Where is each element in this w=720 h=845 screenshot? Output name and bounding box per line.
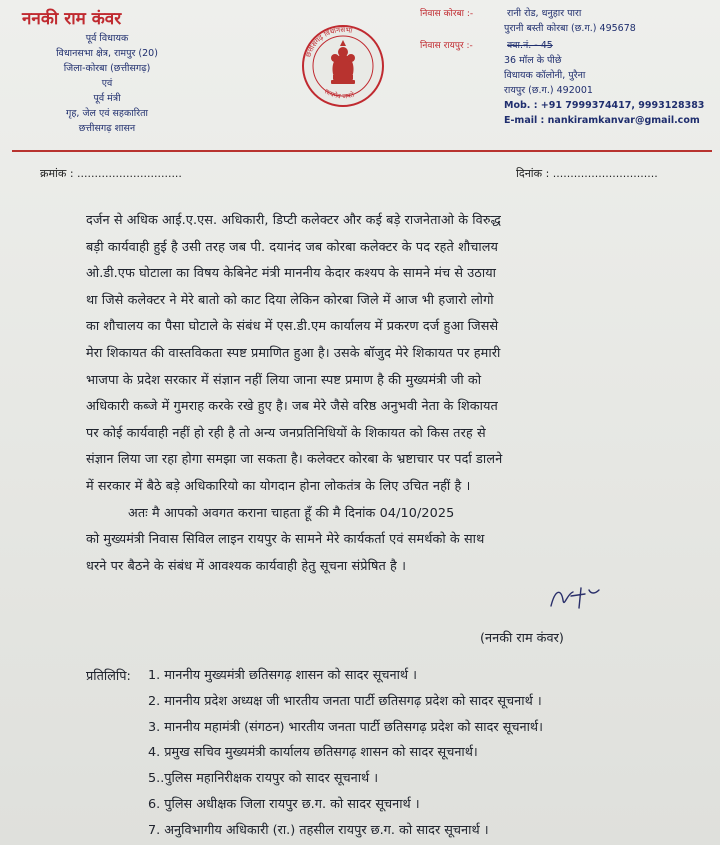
- signer-name: (ननकी राम कंवर): [480, 631, 564, 646]
- body-line: बड़ी कार्यवाही हुई है उसी तरह जब पी. दयानंद जब कोरबा कलेक्टर के पद रहते शौचालय: [86, 239, 499, 255]
- sender-title-2: विधानसभा क्षेत्र, रामपुर (20): [56, 48, 158, 59]
- kramank-dots: ..............................: [77, 167, 182, 180]
- raipur-address-row: [420, 38, 710, 53]
- korba-line-2: पुरानी बस्ती कोरबा (छ.ग.) 495678: [504, 23, 636, 34]
- body-line: धरने पर बैठने के संबंध में आवश्यक कार्यवाही हेतु सूचना संप्रेषित है ।: [86, 558, 407, 574]
- cc-item: 1. माननीय मुख्यमंत्री छतिसगढ़ शासन को सादर सूचनार्थ ।: [148, 668, 418, 683]
- sender-title-6: गृह, जेल एवं सहकारिता: [66, 108, 148, 119]
- emblem-text-bottom: सत्यमेव जयते: [322, 87, 356, 101]
- signature-icon: [545, 580, 605, 616]
- sender-title-7: छत्तीसगढ़ शासन: [78, 123, 136, 134]
- letterhead-left: [22, 6, 192, 136]
- body-line: अतः मै आपको अवगत कराना चाहता हूँ की मै दिनांक 04/10/2025: [128, 505, 455, 521]
- cc-item: 2. माननीय प्रदेश अध्यक्ष जी भारतीय जनता पार्टी छतिसगढ़ प्रदेश को सादर सूचनार्थ ।: [148, 693, 542, 709]
- sender-title-3: जिला-कोरबा (छत्तीसगढ़): [63, 63, 151, 74]
- sender-name: ननकी राम कंवर: [22, 9, 122, 29]
- body-line: पर कोई कार्यवाही नहीं हो रही है तो अन्य जनप्रतिनिधियों के शिकायत को किस तरह से: [86, 425, 486, 441]
- body-line: में सरकार में बैठे बड़े अधिकारियो का योगदान होना लोकतंत्र के लिए उचित नहीं है ।: [86, 478, 471, 494]
- korba-address-row: [420, 6, 710, 21]
- kramank-field: [40, 166, 182, 181]
- raipur-line-1: क्वा.नं. - 45: [507, 40, 553, 51]
- cc-item: 4. प्रमुख सचिव मुख्यमंत्री कार्यालय छतिसगढ़ शासन को सादर सूचनार्थ।: [148, 745, 478, 761]
- dinank-field: [516, 166, 658, 181]
- cc-item: 6. पुलिस अधीक्षक जिला रायपुर छ.ग. को सादर सूचनार्थ ।: [148, 796, 420, 812]
- letter-body: [86, 208, 686, 580]
- sender-title-1: पूर्व विधायक: [85, 33, 129, 44]
- raipur-label: निवास रायपुर :-: [420, 41, 473, 51]
- body-line: अधिकारी कब्जे में गुमराह करके रखे हुए है। जब मेरे जैसे वरिष्ठ अनुभवी नेता के शिकायत: [86, 399, 498, 415]
- dinank-label: दिनांक :: [516, 167, 550, 180]
- korba-line-1: रानी रोड, धनुहार पारा: [507, 8, 582, 19]
- body-line: का शौचालय का पैसा घोटाले के संबंध में एस.डी.एम कार्यालय में प्रकरण दर्ज हुआ जिससे: [86, 319, 499, 335]
- body-line: को मुख्यमंत्री निवास सिविल लाइन रायपुर के सामने मेरे कार्यकर्ता एवं समर्थको के साथ: [86, 532, 485, 548]
- sender-title-5: पूर्व मंत्री: [93, 93, 121, 104]
- cc-label: प्रतिलिपि:: [86, 669, 131, 684]
- sender-title-4: एवं: [101, 78, 113, 89]
- cc-list: [148, 666, 543, 845]
- body-line: था जिसे कलेक्टर ने मेरे बातो को काट दिया लेकिन कोरबा जिले में आज भी हजारो लोगो: [86, 292, 494, 308]
- raipur-line-2: 36 मॉल के पीछे: [504, 55, 562, 66]
- korba-label: निवास कोरबा :-: [420, 9, 474, 19]
- body-line: मेरा शिकायत की वास्तविकता स्पष्ट प्रमाणित हुआ है। उसके बॉजुद मेरे शिकायत पर हमारी: [86, 345, 501, 361]
- mobile-number: Mob. : +91 7999374417, 9993128383: [504, 100, 705, 111]
- raipur-line-3: विधायक कॉलोनी, पुरैना: [504, 70, 586, 81]
- email-address: E-mail : nankiramkanvar@gmail.com: [504, 115, 700, 126]
- body-line: ओ.डी.एफ घोटाला का विषय केबिनेट मंत्री माननीय केदार कश्यप के सामने मंच से उठाया: [86, 266, 497, 282]
- header-divider: [12, 150, 712, 152]
- cc-item: 7. अनुविभागीय अधिकारी (रा.) तहसील रायपुर छ.ग. को सादर सूचनार्थ ।: [148, 822, 489, 838]
- body-line: दर्जन से अधिक आई.ए.एस. अधिकारी, डिप्टी कलेक्टर और कई बड़े राजनेताओ के विरुद्ध: [86, 213, 501, 228]
- emblem-text-top: छत्तीसगढ़ विधानसभा: [304, 25, 353, 59]
- body-line: संज्ञान लिया जा रहा होगा समझा जा सकता है। कलेक्टर कोरबा के भ्रष्टाचार पर पर्दा डालने: [86, 452, 503, 468]
- assembly-emblem-icon: [300, 18, 386, 114]
- kramank-label: क्रमांक :: [40, 167, 74, 180]
- raipur-line-4: रायपुर (छ.ग.) 492001: [504, 85, 593, 96]
- dinank-dots: ..............................: [552, 167, 658, 180]
- cc-item: 5..पुलिस महानिरीक्षक रायपुर को सादर सूचनार्थ ।: [148, 771, 379, 787]
- cc-item: 3. माननीय महामंत्री (संगठन) भारतीय जनता पार्टी छतिसगढ़ प्रदेश को सादर सूचनार्थ।: [148, 719, 543, 735]
- letterhead-right: [420, 6, 710, 128]
- body-line: भाजपा के प्रदेश सरकार में संज्ञान नहीं लिया जाना स्पष्ट प्रमाण है की मुख्यमंत्री जी को: [86, 372, 482, 388]
